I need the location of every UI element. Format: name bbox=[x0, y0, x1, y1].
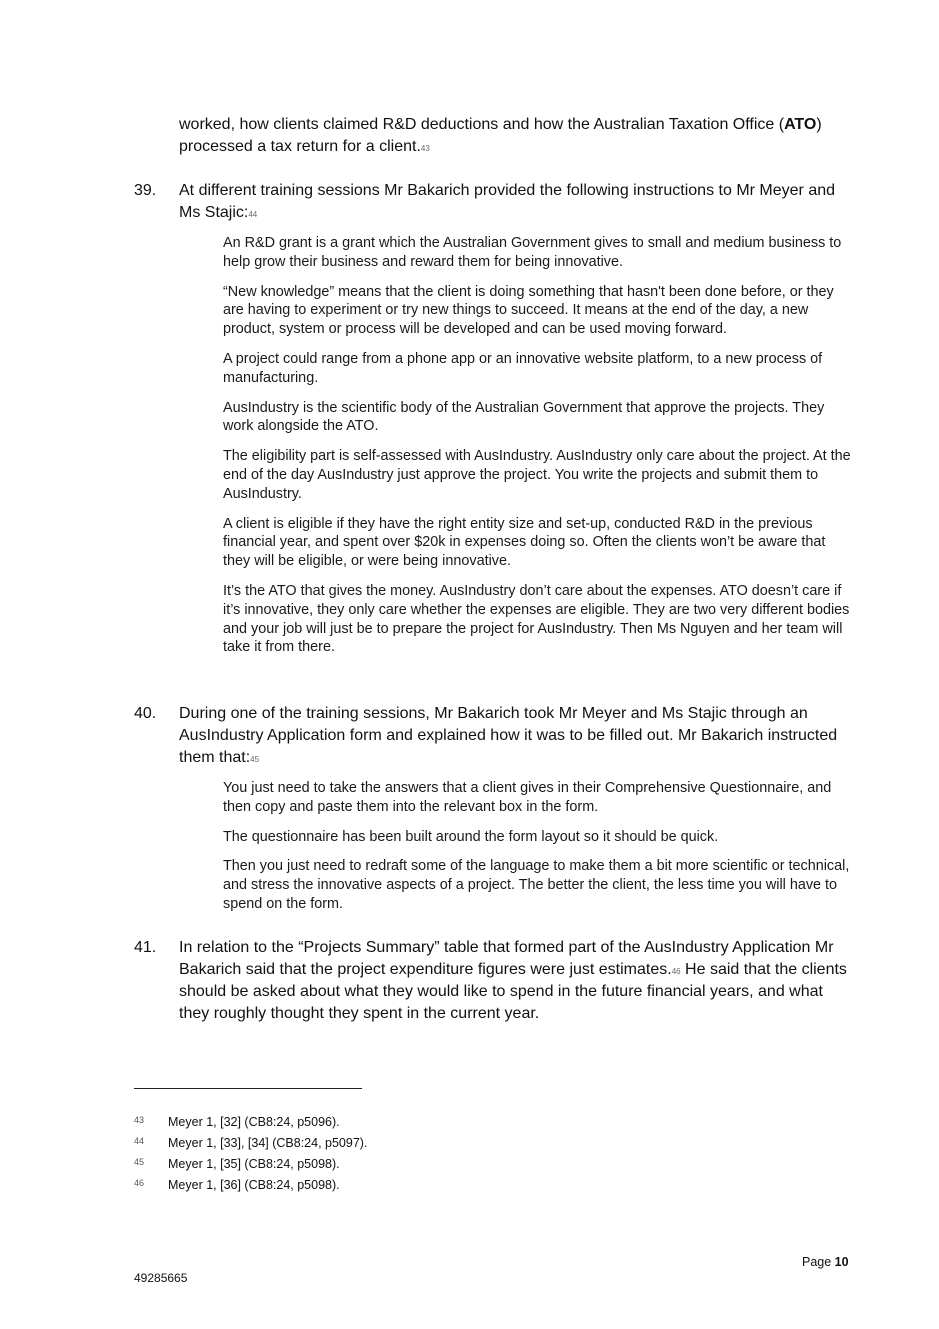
footnote-text: Meyer 1, [32] (CB8:24, p5096). bbox=[168, 1115, 340, 1129]
quote-item: A client is eligible if they have the right entity size and set-up, conducted R&D in the previous financial year, and spent over $20k in expenses doing so. Often the clients won’t be aware that they will be eligible, or were being innovative. bbox=[223, 515, 826, 570]
quote-item: The questionnaire has been built around the form layout so it should be quick. bbox=[223, 828, 719, 845]
footnote-item bbox=[134, 1154, 634, 1175]
footnote-text: Meyer 1, [33], [34] (CB8:24, p5097). bbox=[168, 1136, 368, 1150]
document-id: 49285665 bbox=[134, 1271, 188, 1285]
paragraph-text-b: He said that the clients should be asked about what they would like to spend in the future financial years, and what they roughly thought they spent in the current year. bbox=[179, 961, 847, 1022]
footnote-ref-46[interactable]: 46 bbox=[671, 967, 681, 976]
page-label: Page bbox=[802, 1255, 835, 1269]
footnote-text: Meyer 1, [36] (CB8:24, p5098). bbox=[168, 1178, 340, 1192]
quote-item: It’s the ATO that gives the money. AusIndustry don’t care about the expenses. ATO doesn’t care if it’s innovative, they only care whether the expenses are eligible. They are two very different bodies and your job will just be to prepare the project for AusIndustry. Then Ms Nguyen and her team will take it from there. bbox=[223, 582, 850, 656]
quote-item: “New knowledge” means that the client is doing something that hasn't been done before, or they are having to experiment or try new things to succeed. It means at the end of the day, a new product, system or process will be developed and can be used moving forward. bbox=[223, 283, 834, 338]
quote-block-40 bbox=[223, 779, 853, 925]
ato-abbreviation: ATO bbox=[784, 116, 817, 133]
footnote-number: 45 bbox=[134, 1157, 145, 1167]
footnote-ref-43[interactable]: 43 bbox=[420, 144, 430, 153]
paragraph-text: During one of the training sessions, Mr Bakarich took Mr Meyer and Ms Stajic through an AusIndustry Application form and explained how it was to be filled out. Mr Bakarich instructed them that: bbox=[179, 705, 838, 766]
continuation-text-b: ) processed a tax return for a client. bbox=[179, 116, 822, 155]
footnote-number: 44 bbox=[134, 1136, 145, 1146]
footnote-ref-44[interactable]: 44 bbox=[248, 210, 258, 219]
paragraph-40 bbox=[134, 703, 854, 769]
quote-block-39 bbox=[223, 234, 853, 668]
quote-item: You just need to take the answers that a client gives in their Comprehensive Questionnaire, and then copy and paste them into the relevant box in the form. bbox=[223, 780, 832, 815]
paragraph-number: 40. bbox=[134, 705, 157, 722]
paragraph-39 bbox=[134, 180, 854, 224]
page-number-value: 10 bbox=[834, 1255, 849, 1269]
footnote-item bbox=[134, 1133, 634, 1154]
footnote-number: 46 bbox=[134, 1178, 145, 1188]
paragraph-text: At different training sessions Mr Bakarich provided the following instructions to Mr Meyer and Ms Stajic: bbox=[179, 182, 836, 221]
footnote-text: Meyer 1, [35] (CB8:24, p5098). bbox=[168, 1157, 340, 1171]
paragraph-number: 41. bbox=[134, 939, 157, 956]
footnote-ref-45[interactable]: 45 bbox=[250, 755, 260, 764]
footnotes bbox=[134, 1112, 634, 1196]
footnote-separator bbox=[134, 1088, 362, 1089]
continuation-paragraph bbox=[179, 114, 859, 158]
footnote-number: 43 bbox=[134, 1115, 145, 1125]
quote-item: The eligibility part is self-assessed with AusIndustry. AusIndustry only care about the project. At the end of the day AusIndustry just approve the project. You write the projects and submit them to AusIndustry. bbox=[223, 448, 851, 502]
paragraph-text-a: In relation to the “Projects Summary” table that formed part of the AusIndustry Application Mr Bakarich said that the project expenditure figures were just estimates. bbox=[179, 939, 834, 978]
paragraph-number: 39. bbox=[134, 182, 157, 199]
quote-item: An R&D grant is a grant which the Australian Government gives to small and medium business to help grow their business and reward them for being innovative. bbox=[223, 235, 842, 270]
footnote-item bbox=[134, 1175, 634, 1196]
quote-item: AusIndustry is the scientific body of the Australian Government that approve the projects. They work alongside the ATO. bbox=[223, 399, 825, 435]
page-number bbox=[802, 1255, 849, 1269]
footnote-item bbox=[134, 1112, 634, 1133]
paragraph-41 bbox=[134, 937, 854, 1025]
continuation-text-a: worked, how clients claimed R&D deductions and how the Australian Taxation Office ( bbox=[179, 116, 785, 133]
quote-item: A project could range from a phone app or an innovative website platform, to a new process of manufacturing. bbox=[223, 350, 823, 386]
quote-item: Then you just need to redraft some of the language to make them a bit more scientific or technical, and stress the innovative aspects of a project. The better the client, the less time you will have to spend on the form. bbox=[223, 858, 850, 912]
